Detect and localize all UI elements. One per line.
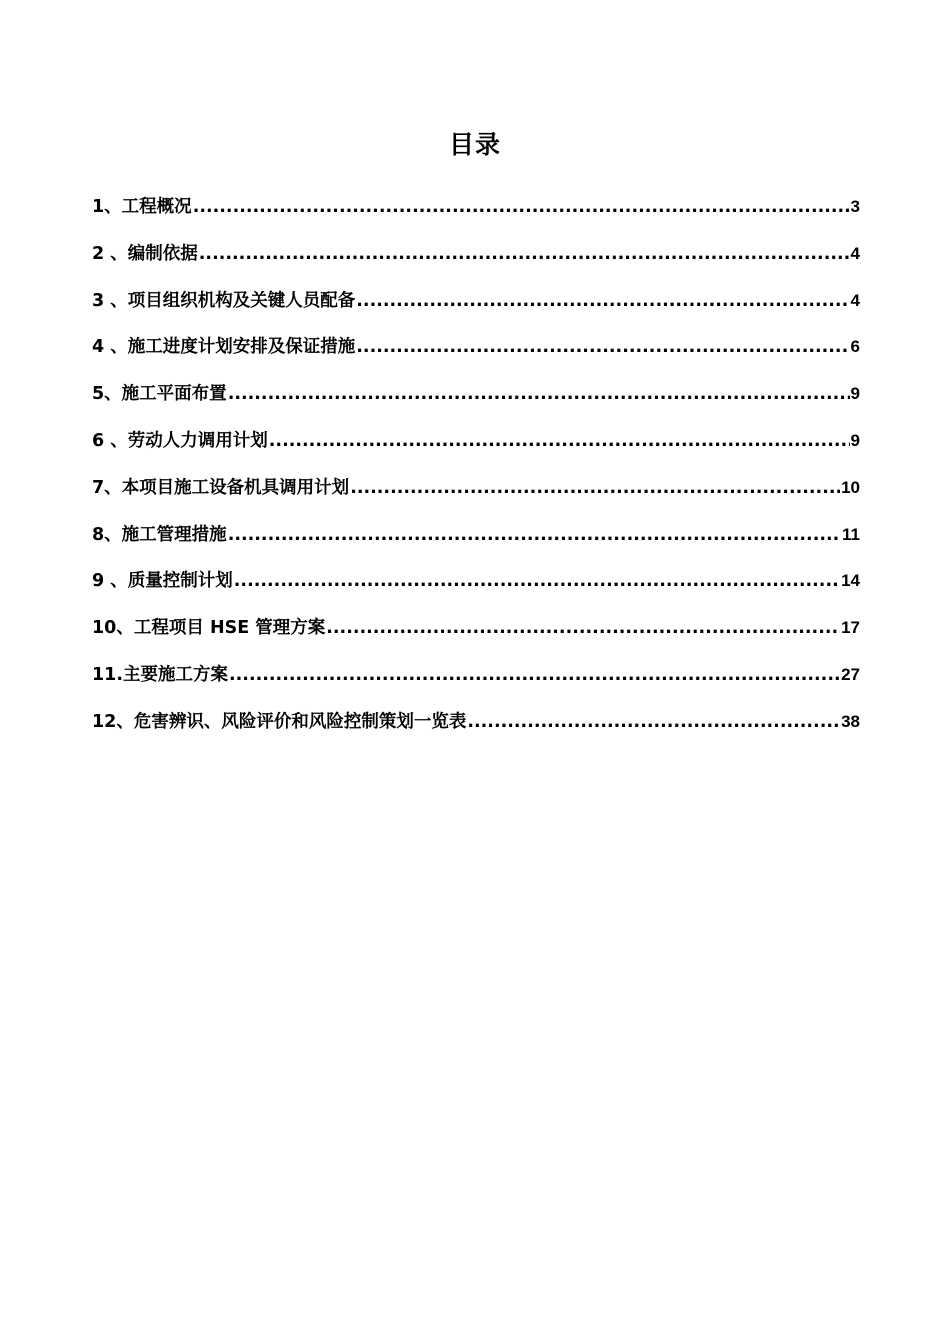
toc-entry-page: 17	[841, 618, 860, 638]
toc-entry-page: 10	[841, 477, 860, 497]
toc-dot-leader	[228, 379, 850, 409]
toc-entry-page: 9	[850, 430, 860, 450]
toc-dot-leader	[228, 520, 841, 550]
toc-entry[interactable]	[92, 332, 860, 379]
toc-entry[interactable]	[92, 192, 860, 239]
toc-dot-leader	[234, 566, 840, 596]
toc-entry-page: 3	[850, 197, 860, 216]
toc-title: 目录	[448, 130, 501, 159]
toc-dot-leader	[326, 613, 840, 643]
toc-entry-label: 4 、施工进度计划安排及保证措施	[92, 337, 356, 358]
toc-entry[interactable]	[92, 660, 860, 707]
toc-entry-page: 4	[850, 243, 860, 263]
toc-entry[interactable]	[92, 520, 860, 567]
toc-entry[interactable]	[92, 379, 860, 426]
toc-dot-leader	[356, 286, 849, 316]
toc-dot-leader	[350, 473, 840, 503]
toc-entry[interactable]	[92, 707, 860, 754]
toc-entry-label: 10、工程项目 HSE 管理方案	[92, 618, 326, 639]
toc-entry-label: 12、危害辨识、风险评价和风险控制策划一览表	[92, 711, 467, 732]
toc-entry[interactable]	[92, 473, 860, 520]
toc-entry[interactable]	[92, 239, 860, 286]
toc-entry-label: 2 、编制依据	[92, 243, 198, 264]
toc-entry-page: 9	[850, 384, 860, 404]
toc-dot-leader	[193, 192, 850, 222]
toc-dot-leader	[229, 660, 840, 690]
toc-dot-leader	[269, 426, 850, 456]
toc-list	[92, 192, 860, 754]
toc-dot-leader	[356, 332, 849, 362]
toc-dot-leader	[199, 239, 850, 269]
toc-entry-label: 6 、劳动人力调用计划	[92, 430, 268, 451]
toc-entry-label: 7、本项目施工设备机具调用计划	[92, 477, 350, 498]
toc-entry[interactable]	[92, 426, 860, 473]
toc-entry-label: 8、施工管理措施	[92, 524, 227, 545]
toc-entry[interactable]	[92, 613, 860, 660]
toc-entry-page: 38	[841, 711, 860, 731]
toc-entry-page: 6	[850, 337, 860, 357]
toc-entry[interactable]	[92, 566, 860, 613]
toc-entry-label: 11.主要施工方案	[92, 664, 229, 685]
toc-entry-label: 9 、质量控制计划	[92, 571, 233, 592]
toc-entry-page: 14	[841, 571, 860, 591]
toc-entry-page: 4	[850, 290, 860, 310]
toc-entry-page: 11	[842, 524, 860, 544]
toc-entry-label: 1、工程概况	[92, 197, 192, 217]
toc-entry-label: 5、施工平面布置	[92, 384, 227, 405]
toc-entry-page: 27	[841, 664, 860, 684]
toc-entry-label: 3 、项目组织机构及关键人员配备	[92, 290, 356, 311]
toc-dot-leader	[467, 707, 840, 737]
toc-entry[interactable]	[92, 286, 860, 333]
